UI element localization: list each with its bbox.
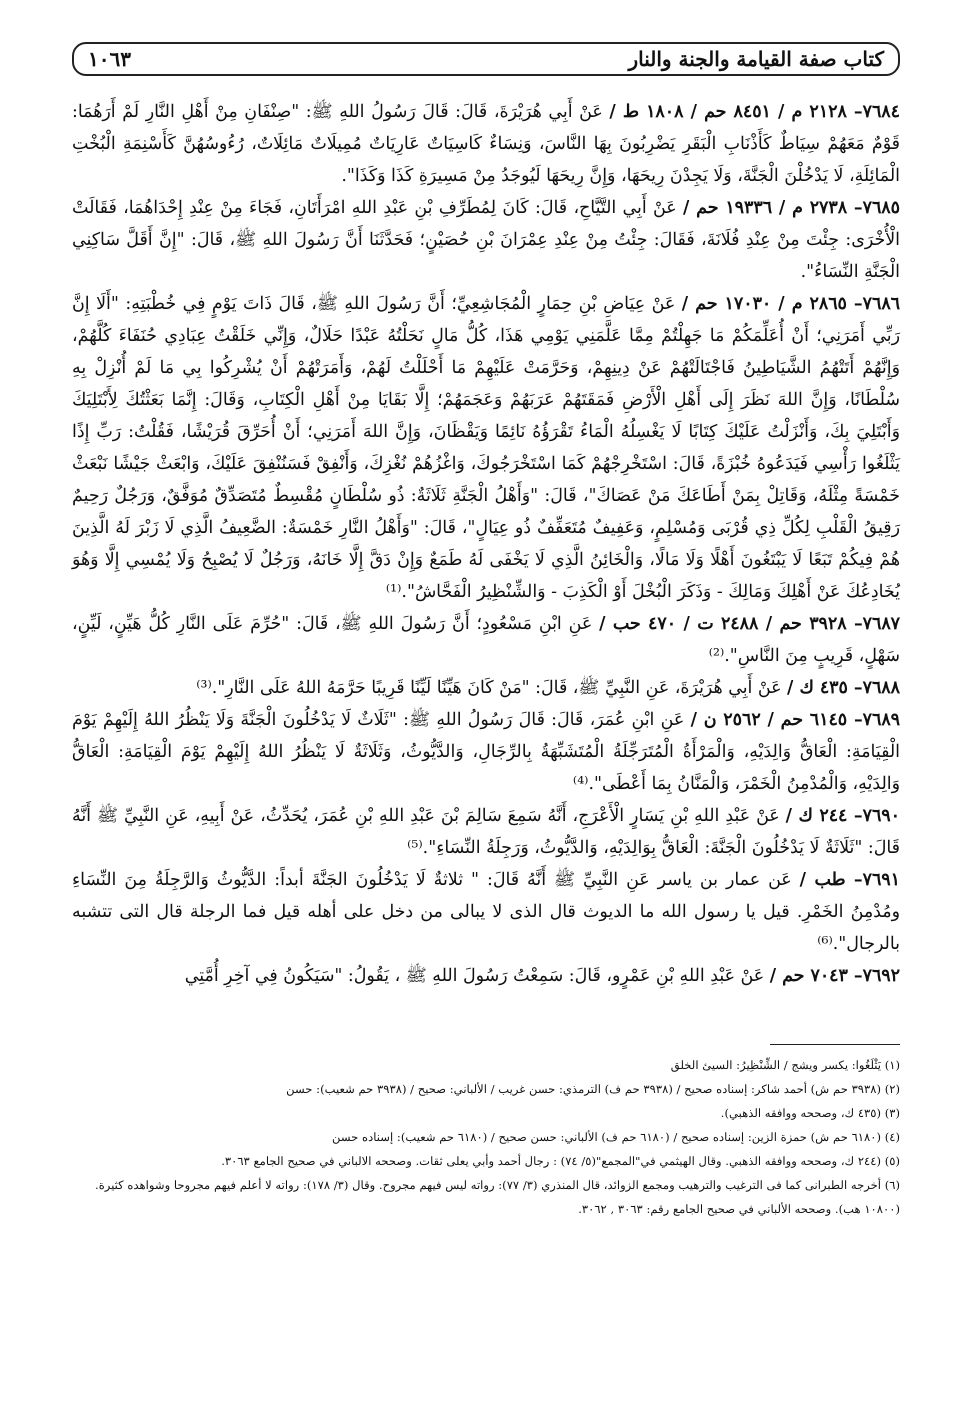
footnote-3: (٣) (٤٣٥ ك، وصححه ووافقه الذهبي). — [720, 1106, 900, 1120]
hadith-text: عَنْ عَبْدِ اللهِ بْنِ يَسَارٍ الْأَعْرَجِ، أَنَّهُ سَمِعَ سَالِمَ بْنَ عَبْدِ اللهِ بْنِ عُمَرَ، يُحَدِّثُ، عَنْ أَبِيهِ، عَنِ النَّبِيِّ ﷺ أَنَّهُ قَالَ: "ثَلَاثَةٌ لَا يَدْخُلُونَ الْجَنَّةَ: الْعَاقُّ بِوَالِدَيْهِ، وَالدَّيُّوثُ، وَرَجِلَةُ النِّسَاءِ".⁽⁵⁾ — [72, 806, 900, 858]
page-header — [72, 42, 900, 76]
footnote-6: (٦) أخرجه الطبرانى كما فى الترغيب والترهيب ومجمع الزوائد، قال المنذري (٣/ ٧٧): رواته ليس فيهم مجروح. وقال (٣/ ١٧٨): رواته لا أعلم فيهم مجروحا وشواهده كثيرة. (١٠٨٠٠ هب). وصححه الألباني في صحيح الجامع رقم: ٣٠٦٣ , ٣٠٦٢. — [95, 1178, 900, 1216]
hadith-reference: ٧٦٨٥– ٢٧٣٨ م / ١٩٣٣٦ حم / — [682, 198, 900, 218]
footnote-5: (٥) (٢٤٤ ك، وصححه ووافقه الذهبي. وقال الهيثمي في"المجمع"(٥/ ٧٤) : رجال أحمد وأبي يعلى ثقات. وصححه الالباني في صحيح الجامع ٣٠٦٣. — [221, 1154, 900, 1168]
hadith-text: عَنْ عَبْدِ اللهِ بْنِ عَمْرٍو، قَالَ: سَمِعْتُ رَسُولَ اللهِ ﷺ ، يَقُولُ: "سَيَكُونُ فِي آخِرِ أُمَّتِي — [184, 966, 765, 986]
hadith-text: عَنْ أَبِي التَّيَّاحِ، قَالَ: كَانَ لِمُطَرِّفِ بْنِ عَبْدِ اللهِ امْرَأَتَانِ، فَجَاءَ مِنْ عِنْدِ إِحْدَاهُمَا، فَقَالَتْ الْأُخْرَى: جِئْتَ مِنْ عِنْدِ فُلَانَةَ، فَقَالَ: جِئْتُ مِنْ عِنْدِ عِمْرَانَ بْنِ حُصَيْنٍ؛ فَحَدَّثَنَا أَنَّ رَسُولَ اللهِ ﷺ، قَالَ: "إِنَّ أَقَلَّ سَاكِنِي الْجَنَّةِ النِّسَاءُ". — [72, 198, 900, 282]
hadith-reference: ٧٦٨٧– ٣٩٢٨ حم / ٢٤٨٨ ت / ٤٧٠ حب / — [599, 614, 901, 634]
hadith-7690 — [72, 800, 900, 864]
hadith-7685 — [72, 192, 900, 288]
hadith-text: عَنْ أَبِي هُرَيْرَةَ، عَنِ النَّبِيِّ ﷺ، قَالَ: "مَنْ كَانَ هَيِّنًا لَيِّنًا قَرِيبًا حَرَّمَهُ اللهُ عَلَى النَّارِ".⁽³⁾ — [196, 678, 782, 698]
hadith-reference: ٧٦٨٨– ٤٣٥ ك / — [787, 678, 900, 698]
hadith-reference: ٧٦٨٩– ٦١٤٥ حم / ٢٥٦٢ ن / — [690, 710, 901, 730]
hadith-7691 — [72, 864, 900, 960]
hadith-text: عَنِ ابْنِ عُمَرَ، قَالَ: قَالَ رَسُولُ اللهِ ﷺ: "ثَلَاثٌ لَا يَدْخُلُونَ الْجَنَّةَ وَلَا يَنْظُرُ اللهُ إِلَيْهِمْ يَوْمَ الْقِيَامَةِ: الْعَاقُّ وَالِدَيْهِ، وَالْمَرْأَةُ الْمُتَرَجِّلَةُ الْمُتَشَبِّهَةُ بِالرِّجَالِ، وَالدَّيُّوثُ، وَثَلَاثَةٌ لَا يَنْظُرُ اللهُ إِلَيْهِمْ يَوْمَ الْقِيَامَةِ: الْعَاقُّ وَالِدَيْهِ، وَالْمُدْمِنُ الْخَمْرَ، وَالْمَنَّانُ بِمَا أَعْطَى".⁽⁴⁾ — [72, 710, 900, 794]
hadith-7686 — [72, 288, 900, 608]
footnote-2: (٢) (٣٩٣٨ حم ش) أحمد شاكر: إسناده صحيح / (٣٩٣٨ حم ف) الترمذي: حسن غريب / الألباني: صحيح / (٣٩٣٨ حم شعيب): حسن — [286, 1082, 900, 1096]
hadith-reference: ٧٦٩٠– ٢٤٤ ك / — [785, 806, 900, 826]
hadith-text: عَن عمار بن ياسر عَنِ النَّبِيِّ ﷺ أَنَّهُ قَالَ: " ثلاثةٌ لَا يَدْخُلُونَ الجَنَّةَ أبداً: الدَّيُّوثُ وَالرَّجِلَةُ مِنَ النِّسَاءِ ومُدْمِنُ الخَمْرِ. قيل يا رسول الله ما الديوث قال الذى لا يبالى من دخل على أهله قيل فما الرجلة قال التى تتشبه بالرجال".⁽⁶⁾ — [72, 870, 900, 954]
hadith-list — [72, 96, 900, 992]
book-title: كتاب صفة القيامة والجنة والنار — [628, 47, 884, 71]
book-page — [72, 42, 900, 1402]
hadith-7688 — [72, 672, 900, 704]
hadith-reference: ٧٦٨٦– ٢٨٦٥ م / ١٧٠٣٠ حم / — [681, 294, 901, 314]
hadith-7687 — [72, 608, 900, 672]
hadith-7689 — [72, 704, 900, 800]
page-number: ١٠٦٣ — [88, 47, 131, 71]
hadith-7692 — [72, 960, 900, 992]
footnotes — [72, 1053, 900, 1221]
footnote-divider — [770, 1044, 900, 1045]
hadith-text: عَنِ ابْنِ مَسْعُودٍ؛ أَنَّ رَسُولَ اللهِ ﷺ، قَالَ: "حُرِّمَ عَلَى النَّارِ كُلُّ هَيِّنٍ، لَيِّنٍ، سَهْلٍ، قَرِيبٍ مِنَ النَّاسِ".⁽²⁾ — [72, 614, 900, 666]
hadith-text: عَنْ عِيَاضِ بْنِ حِمَارٍ الْمُجَاشِعِيِّ؛ أَنَّ رَسُولَ اللهِ ﷺ، قَالَ ذَاتَ يَوْمٍ فِي خُطْبَتِهِ: "أَلَا إِنَّ رَبِّي أَمَرَنِي؛ أَنْ أُعَلِّمَكُمْ مَا جَهِلْتُمْ مِمَّا عَلَّمَنِي يَوْمِي هَذَا، كُلُّ مَالٍ نَحَلْتُهُ عَبْدًا حَلَالٌ، وَإِنِّي خَلَقْتُ عِبَادِي حُنَفَاءَ كُلَّهُمْ، وَإِنَّهُمْ أَتَتْهُمُ الشَّيَاطِينُ فَاجْتَالَتْهُمْ عَنْ دِينِهِمْ، وَحَرَّمَتْ عَلَيْهِمْ مَا أَحْلَلْتُ لَهُمْ، وَأَمَرَتْهُمْ أَنْ يُشْرِكُوا بِي مَا لَمْ أُنْزِلْ بِهِ سُلْطَانًا، وَإِنَّ اللهَ نَظَرَ إِلَى أَهْلِ الْأَرْضِ فَمَقَتَهُمْ عَرَبَهُمْ وَعَجَمَهُمْ؛ إِلَّا بَقَايَا مِنْ أَهْلِ الْكِتَابِ، وَقَالَ: إِنَّمَا بَعَثْتُكَ لِأَبْتَلِيَكَ وَأَبْتَلِيَ بِكَ، وَأَنْزَلْتُ عَلَيْكَ كِتَابًا لَا يَغْسِلُهُ الْمَاءُ تَقْرَؤُهُ نَائِمًا وَيَقْظَانَ، وَإِنَّ اللهَ أَمَرَنِي؛ أَنْ أُحَرِّقَ قُرَيْشًا، فَقُلْتُ: رَبِّ إِذًا يَثْلَغُوا رَأْسِي فَيَدَعُوهُ خُبْزَةً، قَالَ: اسْتَخْرِجْهُمْ كَمَا اسْتَخْرَجُوكَ، وَاغْزُهُمْ نُغْزِكَ، وَأَنْفِقْ فَسَنُنْفِقَ عَلَيْكَ، وَابْعَثْ جَيْشًا نَبْعَثْ خَمْسَةً مِثْلَهُ، وَقَاتِلْ بِمَنْ أَطَاعَكَ مَنْ عَصَاكَ"، قَالَ: "وَأَهْلُ الْجَنَّةِ ثَلَاثَةٌ: ذُو سُلْطَانٍ مُقْسِطٌ مُتَصَدِّقٌ مُوَفَّقٌ، وَرَجُلٌ رَحِيمٌ رَقِيقُ الْقَلْبِ لِكُلِّ ذِي قُرْبَى وَمُسْلِمٍ، وَعَفِيفٌ مُتَعَفِّفٌ ذُو عِيَالٍ"، قَالَ: "وَأَهْلُ النَّارِ خَمْسَةٌ: الضَّعِيفُ الَّذِي لَا زَبْرَ لَهُ الَّذِينَ هُمْ فِيكُمْ تَبَعًا لَا يَبْتَغُونَ أَهْلًا وَلَا مَالًا، وَالْخَائِنُ الَّذِي لَا يَخْفَى لَهُ طَمَعٌ وَإِنْ دَقَّ إِلَّا خَانَهُ، وَرَجُلٌ لَا يُصْبِحُ وَلَا يُمْسِي إِلَّا وَهُوَ يُخَادِعُكَ عَنْ أَهْلِكَ وَمَالِكَ - وَذَكَرَ الْبُخْلَ أَوْ الْكَذِبَ - وَالشِّنْظِيرُ الْفَحَّاشُ".⁽¹⁾ — [72, 294, 900, 602]
hadith-reference: ٧٦٨٤– ٢١٢٨ م / ٨٤٥١ حم / ١٨٠٨ ط / — [609, 102, 900, 122]
hadith-reference: ٧٦٩١– طب / — [799, 870, 900, 890]
footnote-1: (١) يَثْلَغُوا: يكسر ويشج / الشِّنْظِيرُ: السيئ الخلق — [670, 1058, 900, 1072]
footnote-4: (٤) (٦١٨٠ حم ش) حمزة الزين: إسناده صحيح / (٦١٨٠ حم ف) الألباني: حسن صحيح / (٦١٨٠ حم شعيب): إسناده حسن — [332, 1130, 900, 1144]
hadith-reference: ٧٦٩٢– ٧٠٤٣ حم / — [769, 966, 900, 986]
hadith-text: عَنْ أَبِي هُرَيْرَةَ، قَالَ: قَالَ رَسُولُ اللهِ ﷺ: "صِنْفَانِ مِنْ أَهْلِ النَّارِ لَمْ أَرَهُمَا: قَوْمٌ مَعَهُمْ سِيَاطٌ كَأَذْنَابِ الْبَقَرِ يَضْرِبُونَ بِهَا النَّاسَ، وَنِسَاءٌ كَاسِيَاتٌ عَارِيَاتٌ مُمِيلَاتٌ مَائِلَاتٌ، رُءُوسُهُنَّ كَأَسْنِمَةِ الْبُخْتِ الْمَائِلَةِ، لَا يَدْخُلْنَ الْجَنَّةَ، وَلَا يَجِدْنَ رِيحَهَا، وَإِنَّ رِيحَهَا لَيُوجَدُ مِنْ مَسِيرَةِ كَذَا وَكَذَا". — [72, 102, 900, 186]
hadith-7684 — [72, 96, 900, 192]
